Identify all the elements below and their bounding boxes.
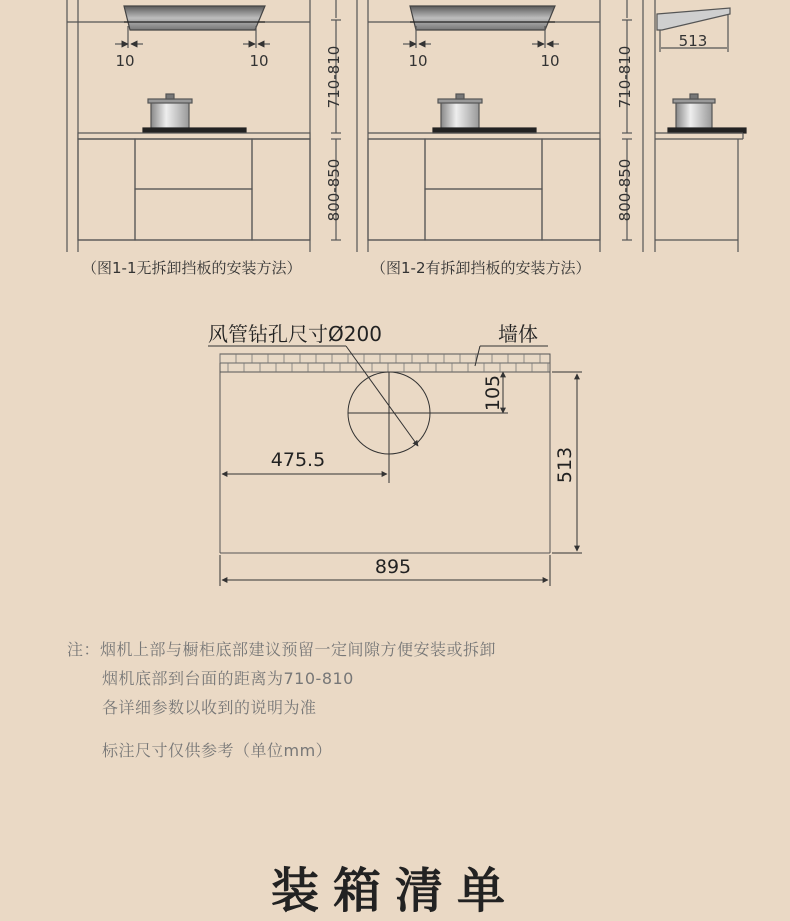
pot-2	[441, 101, 479, 129]
dim-depth: 513	[554, 446, 576, 484]
dim-from-wall: 105	[482, 374, 504, 412]
fig2-left-offset: 10	[408, 52, 428, 70]
plan-view	[208, 346, 582, 586]
fig1-right-offset: 10	[249, 52, 269, 70]
note-line-2: 烟机底部到台面的距离为710-810	[102, 669, 354, 688]
fig1-left-offset: 10	[115, 52, 135, 70]
duct-label: 风管钻孔尺寸Ø200	[208, 322, 382, 346]
fig1-counter-height: 800-850	[325, 158, 343, 222]
fig3-depth: 513	[678, 32, 708, 50]
dim-width: 895	[374, 556, 412, 578]
range-hood-1	[124, 6, 265, 30]
note-line-4: 标注尺寸仅供参考（单位mm）	[102, 741, 333, 760]
fig2-right-offset: 10	[540, 52, 560, 70]
note-line-1: 注：烟机上部与橱柜底部建议预留一定间隙方便安装或拆卸	[67, 640, 497, 659]
wall-bricks	[220, 354, 550, 372]
fig2-hood-height: 710-810	[616, 45, 634, 109]
pot-3	[676, 101, 712, 129]
wall-label: 墙体	[498, 322, 538, 346]
note-line-3: 各详细参数以收到的说明为准	[102, 698, 317, 717]
pot-1	[151, 101, 189, 129]
fig1-hood-height: 710-810	[325, 45, 343, 109]
fig2-caption: （图1-2有拆卸挡板的安装方法）	[371, 259, 591, 277]
fig2-counter-height: 800-850	[616, 158, 634, 222]
fig1-caption: （图1-1无拆卸挡板的安装方法）	[82, 259, 302, 277]
range-hood-2	[410, 6, 555, 30]
dim-from-side: 475.5	[270, 449, 326, 471]
section-title: 装箱清单	[270, 863, 519, 919]
figure-1-1	[67, 0, 341, 252]
figure-1-2	[357, 0, 632, 252]
